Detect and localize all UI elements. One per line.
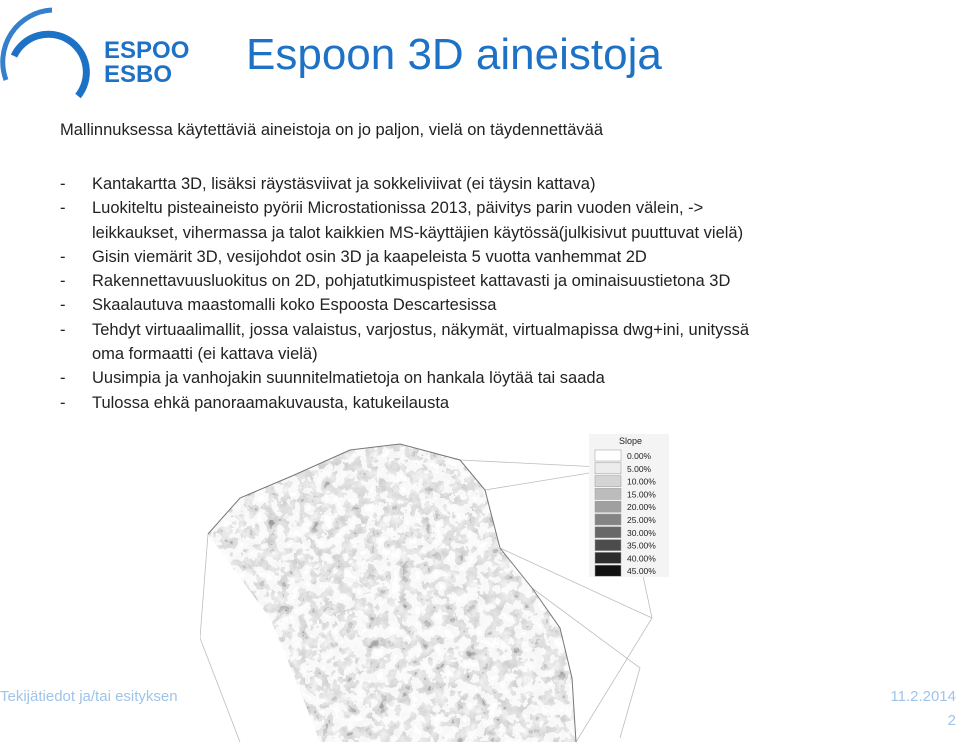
bullet-line: leikkaukset, vihermassa ja talot kaikkien MS-käyttäjien käytössä(julkisivut puuttuvat vielä) (92, 223, 744, 242)
legend-swatch (595, 476, 621, 487)
legend-label: 5.00% (627, 463, 652, 474)
legend-swatch (595, 463, 621, 474)
legend-swatch (595, 565, 621, 576)
logo-text-espoo: ESPOO (104, 37, 190, 64)
footer-date: 11.2.2014 (890, 688, 956, 705)
legend-swatch (595, 501, 621, 512)
bullet-item (60, 245, 749, 269)
bullet-line: Luokiteltu pisteaineisto pyörii Microstationissa 2013, päivitys parin vuoden välein, -> (92, 199, 704, 218)
footer-author: Tekijätiedot ja/tai esityksen (0, 688, 178, 705)
bullet-text (92, 269, 730, 293)
slope-legend (589, 434, 669, 577)
bullet-dash: - (60, 369, 66, 388)
bullet-item (60, 269, 749, 293)
legend-label: 35.00% (627, 540, 656, 551)
bullet-item (60, 391, 749, 415)
bullet-dash: - (60, 393, 66, 412)
bullet-dash: - (60, 247, 66, 266)
bullet-item (60, 293, 749, 317)
bullet-text (92, 391, 449, 415)
bullet-dash: - (60, 199, 66, 218)
legend-label: 40.00% (627, 553, 656, 564)
legend-label: 10.00% (627, 476, 656, 487)
bullet-text (92, 293, 496, 317)
bullet-text (92, 318, 749, 367)
bullet-text (92, 366, 605, 390)
legend-label: 20.00% (627, 502, 656, 513)
bullet-item (60, 366, 749, 390)
bullet-text (92, 196, 743, 245)
legend-label: 25.00% (627, 515, 656, 525)
bullet-text (92, 172, 595, 196)
bullet-line: Uusimpia ja vanhojakin suunnitelmatietoja on hankala löytää tai saada (92, 369, 605, 388)
bullet-line: Gisin viemärit 3D, vesijohdot osin 3D ja kaapeleista 5 vuotta vanhemmat 2D (92, 247, 647, 266)
bullet-line: Kantakartta 3D, lisäksi räystäsviivat ja sokkeliviivat (ei täysin kattava) (92, 175, 596, 193)
legend-label: 30.00% (627, 527, 656, 538)
logo-swirl-icon (14, 34, 86, 96)
legend-label: 45.00% (627, 566, 656, 577)
legend-label: 0.00% (627, 451, 652, 461)
legend-label: 15.00% (627, 489, 656, 500)
legend-swatch (595, 527, 621, 538)
intro-text: Mallinnuksessa käytettäviä aineistoja on jo paljon, vielä on täydennettävää (60, 121, 604, 139)
bullet-text (92, 245, 647, 269)
bullet-list (60, 172, 749, 415)
legend-swatch (595, 450, 621, 461)
bullet-dash: - (60, 175, 66, 193)
bullet-item (60, 172, 749, 196)
bullet-line: Tulossa ehkä panoraamakuvausta, katukeilausta (92, 393, 450, 412)
bullet-item (60, 318, 749, 367)
bullet-line: Rakennettavuusluokitus on 2D, pohjatutkimuspisteet kattavasti ja ominaisuustietona 3D (92, 272, 731, 291)
logo-text-esbo: ESBO (104, 61, 173, 88)
legend-swatch (595, 540, 621, 551)
bullet-line: oma formaatti (ei kattava vielä) (92, 345, 318, 364)
bullet-dash: - (60, 320, 66, 339)
bullet-dash: - (60, 296, 66, 315)
espoo-esbo-logo (0, 0, 200, 110)
legend-swatch (595, 514, 621, 525)
bullet-dash: - (60, 272, 66, 291)
bullet-line: Tehdyt virtuaalimallit, jossa valaistus, varjostus, näkymät, virtualmapissa dwg+ini, unityssä (92, 320, 750, 339)
bullet-line: Skaalautuva maastomalli koko Espoosta Descartesissa (92, 296, 497, 315)
legend-swatch (595, 488, 621, 499)
page-title: Espoon 3D aineistoja (246, 30, 662, 79)
page-number: 2 (947, 712, 956, 729)
legend-swatch (595, 552, 621, 563)
bullet-item (60, 196, 749, 245)
legend-title: Slope (619, 436, 643, 446)
